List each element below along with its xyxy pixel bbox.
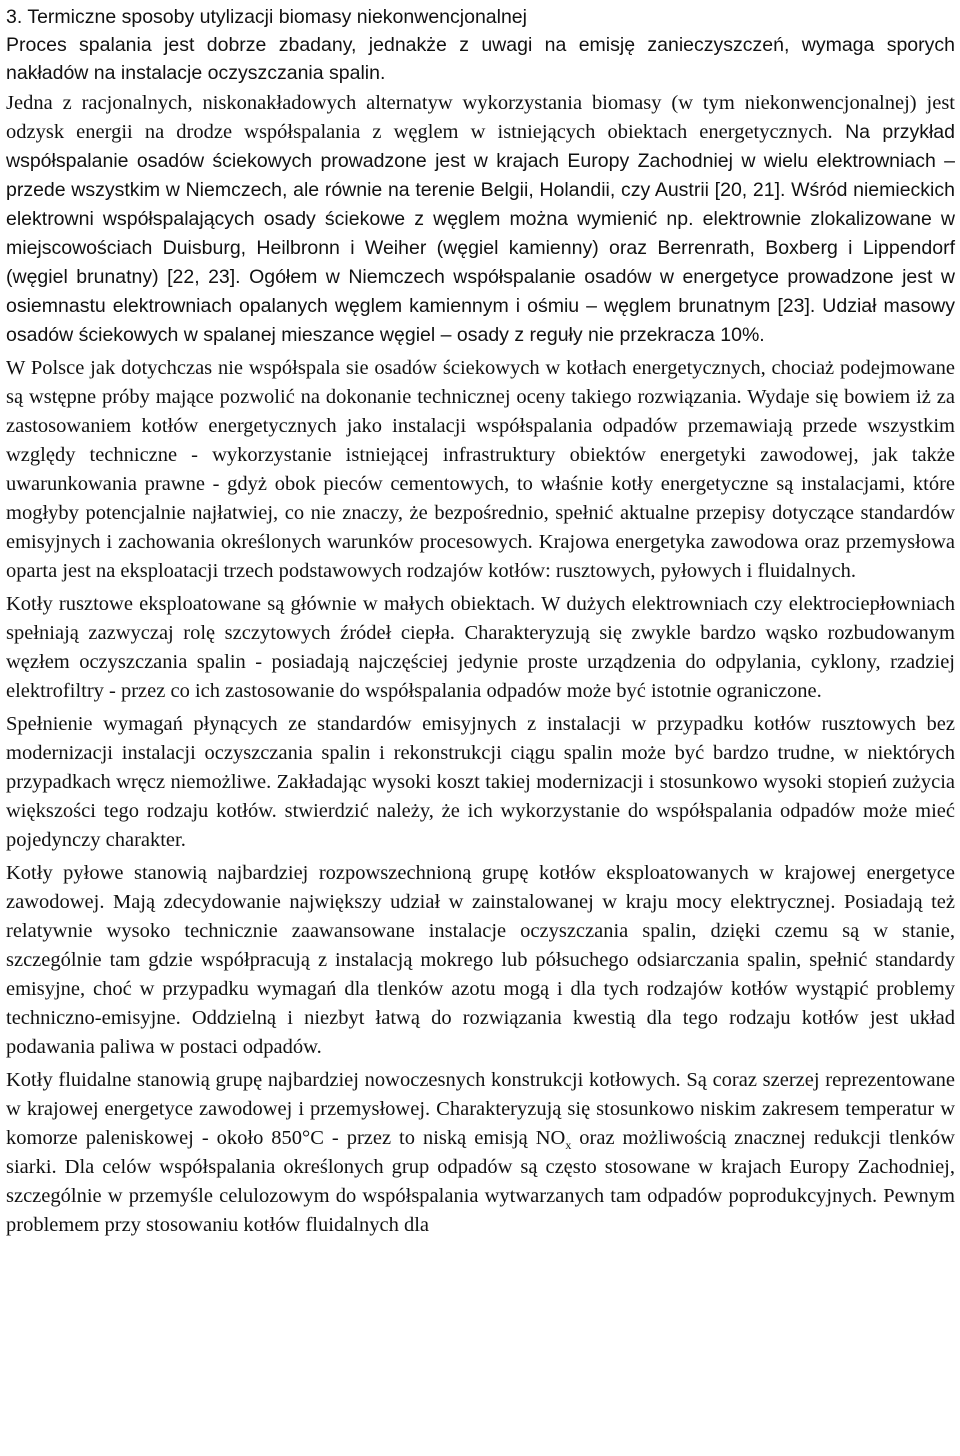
section-intro: Proces spalania jest dobrze zbadany, jednakże z uwagi na emisję zanieczyszczeń, wymaga sporych nakładów na instalacje oczyszczania spalin. bbox=[6, 34, 955, 84]
nox-subscript: x bbox=[565, 1138, 572, 1153]
paragraph-emission-standards: Spełnienie wymagań płynących ze standardów emisyjnych z instalacji w przypadku kotłów rusztowych bez modernizacji instalacji oczyszczania spalin i rekonstrukcji ciągu spalin może być bardzo trudne, w niektórych przypadkach wręcz niemożliwe. Zakładając wysoki koszt takiej modernizacji i stosunkowo wysoki stopień zużycia większości tego rodzaju kotłów. stwierdzić należy, że ich wykorzystanie do współspalania odpadów może mieć pojedynczy charakter. bbox=[6, 713, 955, 851]
paragraph-fluidized-boilers bbox=[6, 1066, 955, 1240]
paragraph-text: oraz możliwością znacznej redukcji tlenków siarki. Dla celów współspalania określonych grup odpadów są często stosowane w krajach Europy Zachodniej, szczególnie w przemyśle celulozowym do współspalania wytwarzanych tam odpadów poprodukcyjnych. Pewnym problemem przy stosowaniu kotłów fluidalnych dla bbox=[6, 1127, 955, 1236]
section-heading: 3. Termiczne sposoby utylizacji biomasy niekonwencjonalnej bbox=[6, 6, 527, 28]
paragraph-text-sans: elektrownie zlokalizowane w miejscowościach Duisburg, Heilbronn i Weiher (węgiel kamienny) oraz Berrenrath, Boxberg i Lippendorf (węgiel brunatny) [22, 23]. Ogółem w Niemczech współspalanie osadów w energetyce prowadzone jest w osiemnastu elektrowniach opalanych węglem kamiennym i ośmiu – węglem brunatnym [23]. Udział masowy osadów ściekowych w spalanej mieszance węgiel – osady z reguły nie przekracza 10%. bbox=[6, 208, 955, 346]
paragraph-text: Jedna z racjonalnych, niskonakładowych alternatyw wykorzystania biomasy (w tym niekonwencjonalnej) jest odzysk energii na drodze współspalania z węglem w istniejących obiektach energetycznych. bbox=[6, 92, 955, 143]
paragraph-grate-boilers: Kotły rusztowe eksploatowane są głównie w małych obiektach. W dużych elektrowniach czy elektrociepłowniach spełniają zazwyczaj rolę szczytowych źródeł ciepła. Charakteryzują się zwykle bardzo wąsko rozbudowanym węzłem oczyszczania spalin - posiadają najczęściej jedynie proste urządzenia do odpylania, cyklony, rzadziej elektrofiltry - przez co ich zastosowanie do współspalania odpadów może być istotnie ograniczone. bbox=[6, 593, 955, 702]
paragraph-text-sans: Na przykład współspalanie osadów ściekowych prowadzone jest w krajach Europy Zachodniej w wielu elektrowniach – przede wszystkim w Niemczech, ale równie na terenie Belgii, Holandii, czy Austrii [20, 21]. Wśród niemieckich elektrowni współspalających osady ściekowe z węglem można wymienić np. bbox=[6, 121, 955, 230]
paragraph-text: Kotły fluidalne stanowią grupę najbardziej nowoczesnych konstrukcji kotłowych. Są coraz szerzej reprezentowane w krajowej energetyce zawodowej i przemysłowej. Charakteryzują się stosunkowo niskim zakresem temperatur w komorze paleniskowej - około 850°C - przez to niską emisją NO bbox=[6, 1069, 955, 1149]
paragraph-pulverized-boilers: Kotły pyłowe stanowią najbardziej rozpowszechnioną grupę kotłów eksploatowanych w krajowej energetyce zawodowej. Mają zdecydowanie największy udział w zainstalowanej w kraju mocy elektrycznej. Posiadają też relatywnie wysoko technicznie zaawansowane instalacje oczyszczania spalin, dzięki czemu są w stanie, szczególnie tam gdzie współpracują z instalacją mokrego lub półsuchego odsiarczania spalin, spełnić standardy emisyjne, choć w przypadku wymagań dla tlenków azotu mogą i dla tych rodzajów kotłów wystąpić problemy techniczno-emisyjne. Oddzielną i niezbyt łatwą do rozwiązania kwestią dla tego rodzaju kotłów jest układ podawania paliwa w postaci odpadów. bbox=[6, 862, 955, 1058]
paragraph-cofiring-europe bbox=[6, 89, 955, 350]
paragraph-poland: W Polsce jak dotychczas nie współspala sie osadów ściekowych w kotłach energetycznych, chociaż podejmowane są wstępne próby mające pozwolić na dokonanie technicznej oceny takiego rozwiązania. Wydaje się bowiem iż za zastosowaniem kotłów energetycznych jako instalacji współspalania odpadów przemawiają przede wszystkim względy techniczne - wykorzystanie istniejącej infrastruktury obiektów energetyki zawodowej, jak także uwarunkowania prawne - gdyż obok pieców cementowych, to właśnie kotły energetyczne są instalacjami, które mogłyby potencjalnie najłatwiej, co nie znaczy, że bezpośrednio, spełnić aktualne przepisy dotyczące standardów emisyjnych i zachowania określonych warunków procesowych. Krajowa energetyka zawodowa oraz przemysłowa oparta jest na eksploatacji trzech podstawowych rodzajów kotłów: rusztowych, pyłowych i fluidalnych. bbox=[6, 357, 955, 582]
